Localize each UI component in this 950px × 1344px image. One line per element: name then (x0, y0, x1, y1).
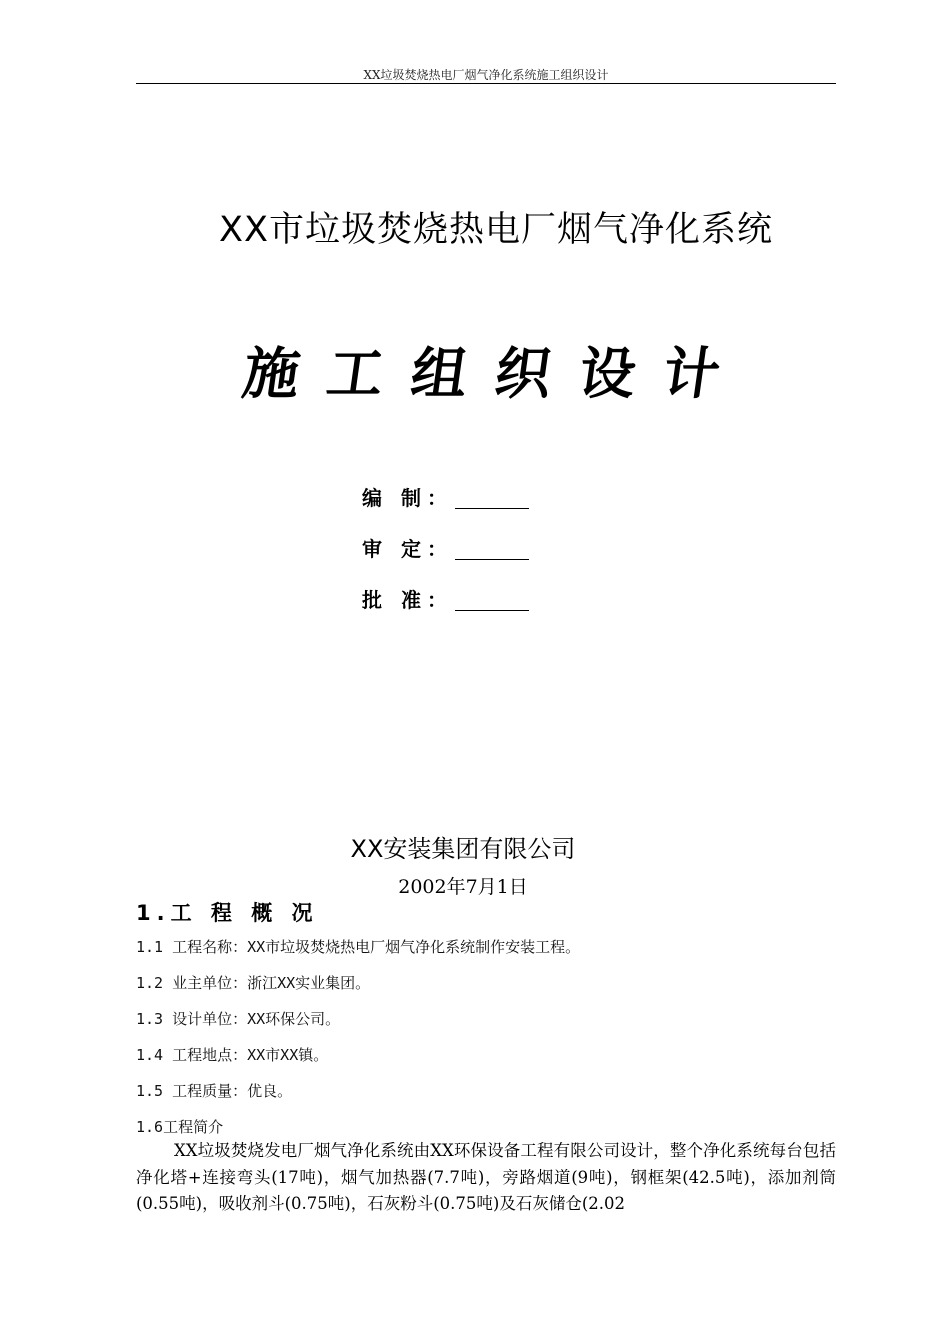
list-item: 1.5 工程质量：优良。 (136, 1082, 293, 1100)
document-title: XX市垃圾焚烧热电厂烟气净化系统 (219, 210, 773, 250)
signature-blank (455, 584, 529, 611)
signature-blank (455, 533, 529, 560)
overview-list (136, 934, 836, 1150)
body-paragraph: XX垃圾焚烧发电厂烟气净化系统由XX环保设备工程有限公司设计，整个净化系统每台包括净化塔+连接弯头(17吨)，烟气加热器(7.7吨)，旁路烟道(9吨)，钢框架(42.5吨)，添加剂筒(0.55吨)，吸收剂斗(0.75吨)，石灰粉斗(0.75吨)及石灰储仓(2.02 (136, 1141, 836, 1213)
company-name: XX安装集团有限公司 (350, 835, 576, 863)
running-header: XX垃圾焚烧热电厂烟气净化系统施工组织设计 (363, 68, 609, 82)
signature-label: 审 定： (362, 537, 453, 561)
document-date: 2002年7月1日 (398, 876, 528, 898)
signature-blank (455, 482, 529, 509)
signature-row-review (362, 533, 529, 584)
list-item: 1.2 业主单位：浙江XX实业集团。 (136, 974, 371, 992)
signature-row-compile (362, 482, 529, 533)
signature-label: 编 制： (362, 486, 453, 510)
list-item: 1.3 设计单位：XX环保公司。 (136, 1010, 341, 1028)
list-item: 1.4 工程地点：XX市XX镇。 (136, 1046, 329, 1064)
list-item: 1.1 工程名称：XX市垃圾焚烧热电厂烟气净化系统制作安装工程。 (136, 938, 581, 956)
header-rule (136, 83, 836, 84)
signature-label: 批 准： (362, 588, 453, 612)
section-heading: 1.工 程 概 况 (136, 901, 319, 925)
signature-row-approve (362, 584, 529, 635)
signature-block (362, 482, 529, 635)
list-item: 1.6工程简介 (136, 1118, 224, 1136)
document-subtitle: 施工组织设计 (238, 341, 753, 407)
